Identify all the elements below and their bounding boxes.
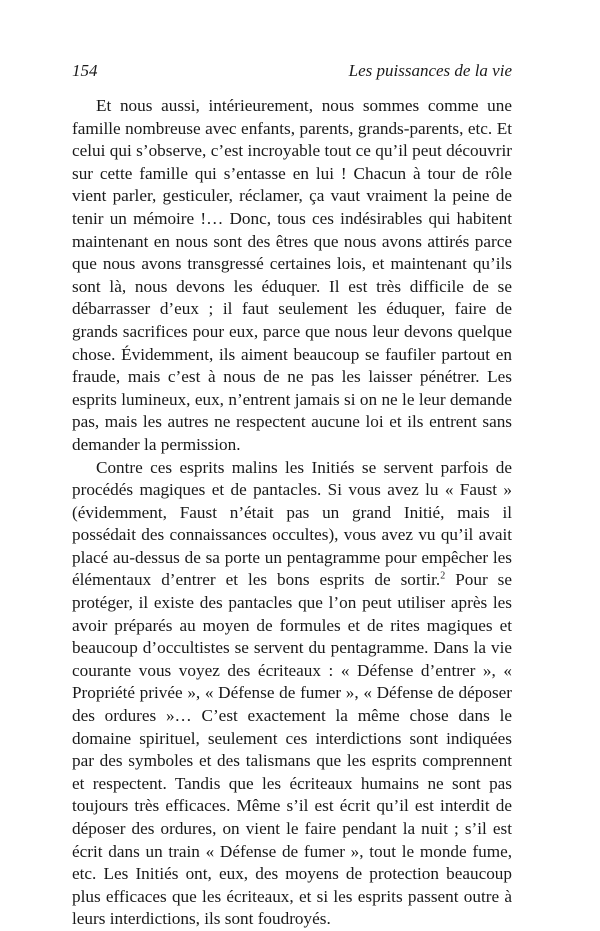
paragraph-1 — [72, 95, 512, 457]
paragraph-2-text-after-note: Pour se protéger, il existe des pantacles que l’on peut utiliser après les avoir préparés au moyen de formules et de rites magiques et beaucoup d’occultistes se servent du pentagramme. Dans la vie courante vous voyez des écriteaux : « Défense d’entrer », « Propriété privée », « Défense de fumer », « Défense de déposer des ordures »… C’est exactement la même chose dans le domaine spirituel, seulement ces interdictions sont indiquées par des symboles et des talismans que les esprits comprennent et respectent. Tandis que les écriteaux humains ne sont pas toujours très efficaces. Même s’il est écrit qu’il est interdit de déposer des ordures, on vient le faire pendant la nuit ; s’il est écrit dans un train « Défense de fumer », tout le monde fume, etc. Les Initiés ont, eux, des moyens de protection beaucoup plus efficaces que les écriteaux, et si les esprits passent outre à leurs interdictions, ils sont foudroyés. — [72, 570, 513, 929]
page-number: 154 — [72, 61, 98, 80]
paragraph-1-text: Et nous aussi, intérieurement, nous sommes comme une famille nombreuse avec enfants, parents, grands-parents, etc. Et celui qui s’observe, c’est incroyable tout ce qu’il peut découvrir sur cette famille qui s’entasse en lui ! Chacun à tour de rôle vient parler, gesticuler, réclamer, ça vaut vraiment la peine de tenir un mémoire !… Donc, tous ces indésirables qui habitent maintenant en nous sont des êtres que nous avons attirés parce que nous avons transgressé certaines lois, et maintenant qu’ils sont là, nous devons les éduquer. Il est très difficile de se débarrasser d’eux ; il faut seulement les éduquer, faire de grands sacrifices pour eux, parce que nous leur devons quelque chose. Évidemment, ils aiment beaucoup se faufiler partout en fraude, mais c’est à nous de ne pas les laisser pénétrer. Les esprits lumineux, eux, n’entrent jamais si on ne le leur demande pas, mais les autres ne respectent aucune loi et ils entrent sans demander la permission. — [72, 96, 512, 454]
running-header — [72, 59, 512, 83]
body-text — [72, 95, 512, 931]
paragraph-2 — [72, 457, 512, 931]
footnote-reference[interactable]: 2 — [440, 570, 446, 582]
paragraph-2-text-before-note: Contre ces esprits malins les Initiés se servent parfois de procédés magiques et de pantacles. Si vous avez lu « Faust » (évidemment, Faust n’était pas un grand Initié, mais il possédait des connaissances occultes), vous avez vu qu’il avait placé au-dessus de sa porte un pentagramme pour empêcher les élémentaux d’entrer et les bons esprits de sortir. — [72, 457, 512, 590]
running-title: Les puissances de la vie — [348, 61, 512, 80]
